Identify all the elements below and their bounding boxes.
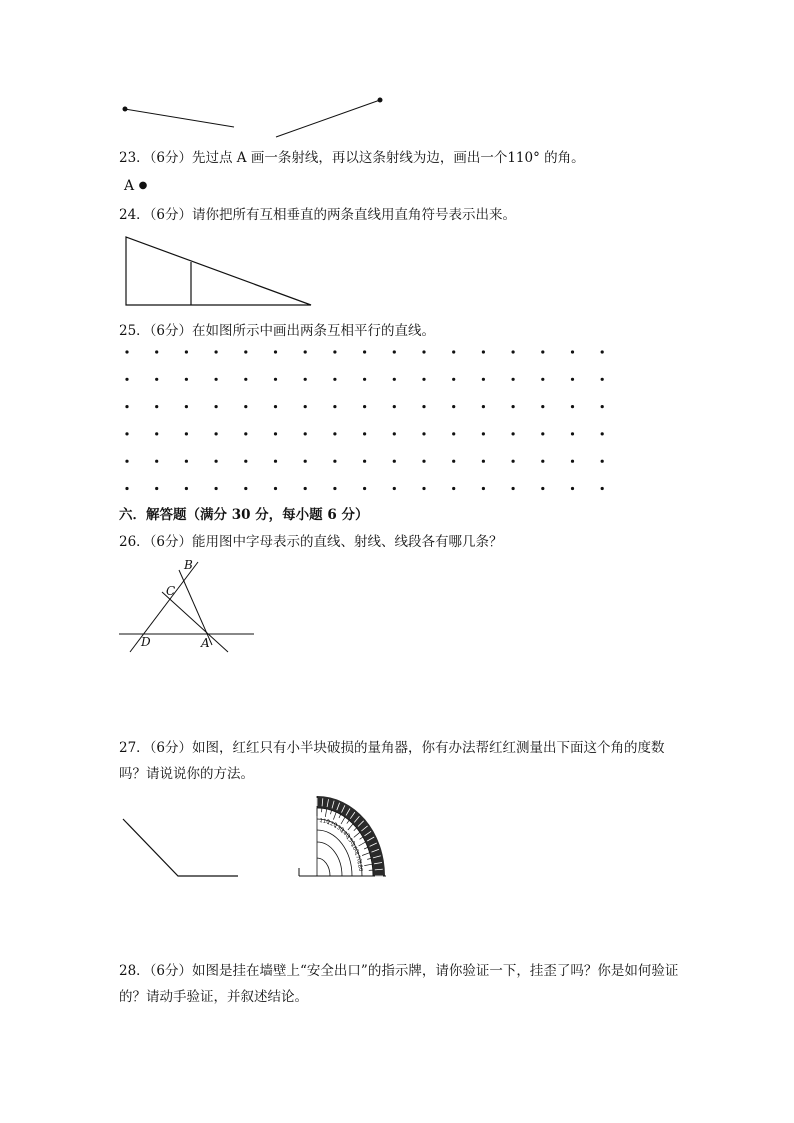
protractor-scale-label: 130 xyxy=(332,823,345,834)
protractor-scale-label: 180 xyxy=(355,860,364,873)
protractor-scale-label: 150 xyxy=(344,834,356,847)
question-27: 27．（6分）如图，红红只有小半块破损的量角器，你有办法帮红红测量出下面这个角的度数吗？请说说你的方法。 xyxy=(119,740,665,782)
question-26: 26．（6分）能用图中字母表示的直线、射线、线段各有哪几条？ xyxy=(119,534,503,550)
question-28: 28．（6分）如图是挂在墙壁上“安全出口”的指示牌，请你验证一下，挂歪了吗？你是如何验证的？请动手验证，并叙述结论。 xyxy=(119,963,679,1005)
protractor-tick xyxy=(360,837,363,839)
protractor-tick xyxy=(333,812,336,820)
protractor-tick xyxy=(339,814,341,818)
protractor-scale-label: 120 xyxy=(325,819,338,829)
protractor-tick xyxy=(354,828,357,831)
question-24: 24．（6分）请你把所有互相垂直的两条直线用直角符号表示出来。 xyxy=(119,207,517,223)
protractor-ring-5 xyxy=(317,858,330,876)
question-25: 25．（6分）在如图所示中画出两条互相平行的直线。 xyxy=(119,323,436,339)
protractor-tick xyxy=(347,820,349,823)
protractor-scale-label: 160 xyxy=(349,842,360,855)
protractor-tick xyxy=(359,842,366,846)
protractor-tick xyxy=(348,824,353,830)
protractor-tick xyxy=(341,817,345,824)
label-b: B xyxy=(184,558,193,572)
protractor-tick xyxy=(364,864,372,865)
section-6-title: 六．解答题（满分 30 分，每小题 6 分） xyxy=(119,507,369,523)
protractor-tick xyxy=(362,853,370,856)
label-a: A xyxy=(201,636,210,650)
point-a-dot: ● xyxy=(138,180,148,191)
point-a-letter: A xyxy=(124,178,135,194)
protractor-tick xyxy=(325,809,326,817)
protractor-scale-label: 110 xyxy=(318,817,331,826)
protractor-tick xyxy=(331,810,332,814)
protractor-tick xyxy=(364,847,368,849)
label-c: C xyxy=(166,584,176,598)
label-d: D xyxy=(141,635,151,649)
protractor-scale-label: 170 xyxy=(352,851,363,864)
question-23: 23．（6分）先过点 A 画一条射线，再以这条射线为边，画出一个110° 的角。 xyxy=(119,150,585,166)
protractor-scale-label: 140 xyxy=(338,828,351,840)
protractor-tick xyxy=(367,858,371,859)
protractor-tick xyxy=(354,832,360,837)
